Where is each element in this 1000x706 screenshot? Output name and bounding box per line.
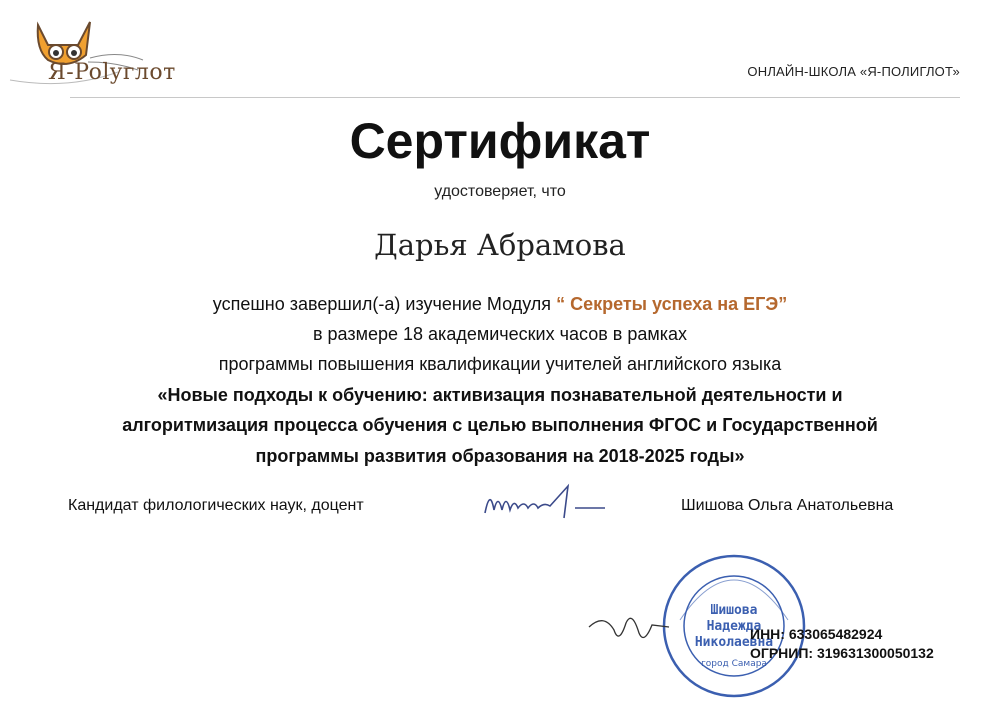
recipient-name: Дарья Абрамова [374,228,626,262]
header-divider [70,97,960,98]
hours-line: в размере 18 академических часов в рамках [312,324,688,344]
module-name: “ Секреты успеха на ЕГЭ” [556,294,788,314]
signatory-name: Шишова Ольга Анатольевна [681,497,894,514]
ogrnip-number: ОГРНИП: 319631300050132 [750,645,934,661]
completion-prefix: успешно завершил(-а) изучение Модуля [212,294,552,314]
signature-icon [480,478,620,538]
completion-line [0,294,1000,315]
logo-text: Я-Polyглот [48,60,176,85]
round-seal-stamp-icon [650,550,818,700]
stamp-line-1: Шишова [710,603,758,618]
stamp-city: город Самара [701,659,767,669]
school-name: ОНЛАЙН-ШКОЛА «Я-ПОЛИГЛОТ» [747,64,960,79]
program-type-line: программы повышения квалификации учителей английского языка [218,354,782,374]
program-title-line-3: программы развития образования на 2018-2025 годы» [255,446,745,466]
program-title-line-1: «Новые подходы к обучению: активизация познавательной деятельности и [157,385,843,405]
stamp-signature-icon [584,605,674,655]
certificate-title: Сертификат [349,113,651,169]
certifies-text: удостоверяет, что [434,183,566,200]
stamp-line-2: Надежда [706,619,762,634]
stamp-line-3: Николаевна [694,635,774,650]
signatory-position: Кандидат филологических наук, доцент [68,497,364,514]
program-title-line-2: алгоритмизация процесса обучения с целью выполнения ФГОС и Государственной [122,415,878,435]
inn-number: ИНН: 633065482924 [750,626,883,642]
